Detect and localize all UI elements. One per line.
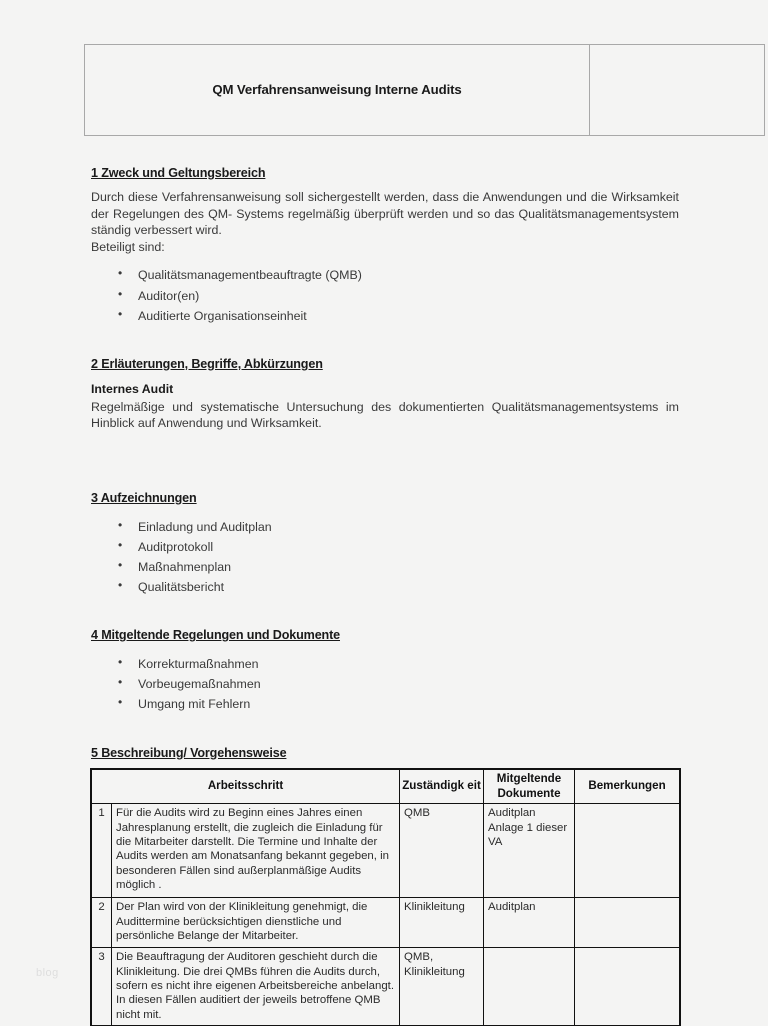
row-number: 2	[92, 898, 112, 948]
section-2	[91, 356, 679, 432]
column-header-arbeitsschritt: Arbeitsschritt	[92, 770, 400, 804]
list-item: • Auditierte Organisationseinheit	[138, 306, 679, 326]
section-2-heading: 2 Erläuterungen, Begriffe, Abkürzungen	[91, 356, 323, 371]
row-number: 3	[92, 948, 112, 1026]
list-item: • Qualitätsmanagementbeauftragte (QMB)	[138, 265, 679, 285]
table-row	[92, 804, 680, 898]
page-watermark: blog	[36, 967, 59, 979]
list-item: • Maßnahmenplan	[138, 557, 679, 577]
section-4	[91, 627, 679, 714]
section-3-bullet-list	[91, 517, 679, 597]
column-header-mitgeltende-dokumente: Mitgeltende Dokumente	[484, 770, 575, 804]
row-responsible: QMB, Klinikleitung	[400, 948, 484, 1026]
spacer	[91, 326, 679, 356]
spacer	[91, 597, 679, 627]
row-step: Für die Audits wird zu Beginn eines Jahres einen Jahresplanung erstellt, die zugleich die Einladung für die Mitarbeiter darstellt. Die Termine und Inhalte der Audits werden am Monatsanfang bekannt gegeben, in besonderen Fällen sind außerplanmäßige Audits möglich .	[112, 804, 400, 898]
row-step: Die Beauftragung der Auditoren geschieht durch die Klinikleitung. Die drei QMBs führen die Audits durch, sofern es nicht ihre eigenen Arbeitsbereiche anbelangt. In diesen Fällen auditiert der jeweils betroffene QMB nicht mit.	[112, 948, 400, 1026]
spacer	[91, 715, 679, 745]
header-row	[85, 45, 765, 136]
row-responsible: QMB	[400, 804, 484, 898]
column-header-zustaendigkeit: Zuständigk eit	[400, 770, 484, 804]
section-1-paragraph-2: Beteiligt sind:	[91, 239, 165, 254]
section-1-paragraph-1: Durch diese Verfahrensanweisung soll sichergestellt werden, dass die Anwendungen und die Wirksamkeit der Regelungen des QM- Systems regelmäßig überprüft werden und so das Qualitätsmanagementsystem ständig verbessert wird.	[91, 190, 679, 238]
section-1	[91, 165, 679, 326]
spacer	[91, 432, 679, 490]
section-1-bullet-list	[91, 265, 679, 325]
table-row	[92, 898, 680, 948]
list-item: • Korrekturmaßnahmen	[138, 654, 679, 674]
row-step: Der Plan wird von der Klinikleitung genehmigt, die Audittermine berücksichtigen dienstliche und persönliche Belange der Mitarbeiter.	[112, 898, 400, 948]
list-item: • Vorbeugemaßnahmen	[138, 674, 679, 694]
list-item: • Umgang mit Fehlern	[138, 694, 679, 714]
header-blank-cell	[590, 45, 765, 136]
section-2-subheading: Internes Audit	[91, 381, 174, 396]
column-header-bemerkungen: Bemerkungen	[575, 770, 680, 804]
section-2-paragraph-1: Regelmäßige und systematische Untersuchung des dokumentierten Qualitätsmanagementsystems im Hinblick auf Anwendung und Wirksamkeit.	[91, 399, 679, 431]
row-remarks	[575, 948, 680, 1026]
section-1-heading: 1 Zweck und Geltungsbereich	[91, 166, 266, 180]
document-title: QM Verfahrensanweisung Interne Audits	[212, 82, 462, 97]
row-documents	[484, 948, 575, 1026]
list-item: • Auditor(en)	[138, 286, 679, 306]
section-5-heading: 5 Beschreibung/ Vorgehensweise	[91, 745, 287, 760]
row-responsible: Klinikleitung	[400, 898, 484, 948]
row-documents: Auditplan Anlage 1 dieser VA	[484, 804, 575, 898]
section-5	[91, 745, 679, 762]
list-item: • Qualitätsbericht	[138, 577, 679, 597]
row-remarks	[575, 804, 680, 898]
section-3	[91, 490, 679, 597]
procedure-table	[91, 769, 680, 1026]
section-4-bullet-list	[91, 654, 679, 714]
table-row	[92, 948, 680, 1026]
row-documents: Auditplan	[484, 898, 575, 948]
section-4-heading: 4 Mitgeltende Regelungen und Dokumente	[91, 628, 340, 643]
document-header-table	[84, 44, 765, 136]
list-item: • Auditprotokoll	[138, 537, 679, 557]
section-3-heading: 3 Aufzeichnungen	[91, 490, 197, 505]
procedure-table-container	[91, 769, 679, 1026]
header-title-cell	[85, 45, 590, 136]
document-body	[91, 165, 679, 762]
row-remarks	[575, 898, 680, 948]
table-header-row	[92, 770, 680, 804]
list-item: • Einladung und Auditplan	[138, 517, 679, 537]
row-number: 1	[92, 804, 112, 898]
